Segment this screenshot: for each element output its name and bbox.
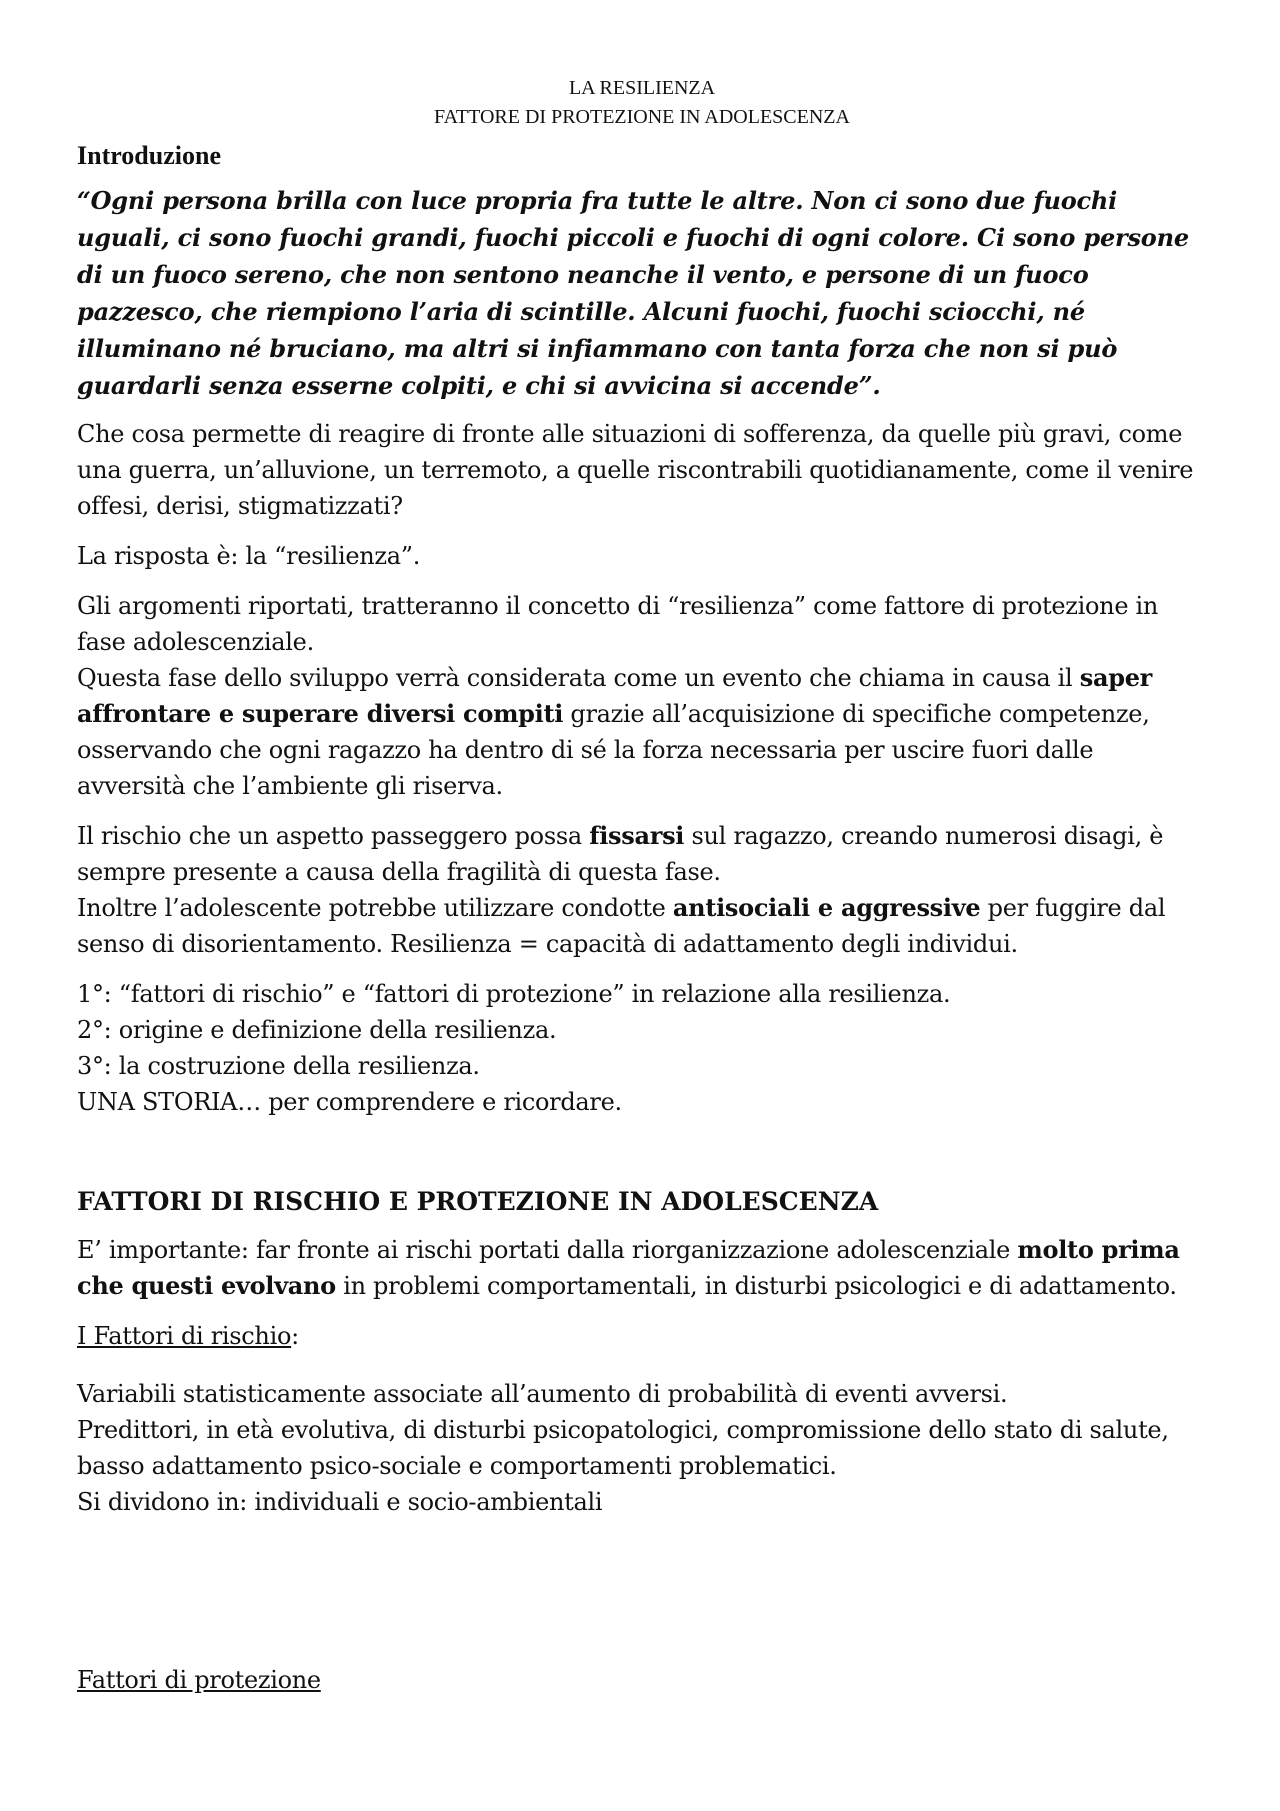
- important-text-bold: molto prima che questi evolvano: [77, 1235, 1180, 1300]
- section-heading: FATTORI DI RISCHIO E PROTEZIONE IN ADOLESCENZA: [77, 1187, 879, 1216]
- protection-factors-heading: [77, 1662, 1207, 1698]
- risk-line: Variabili statisticamente associate all’aumento di probabilità di eventi avversi.: [77, 1380, 1008, 1408]
- phase-paragraph: [77, 660, 1207, 804]
- list-item: 2°: origine e definizione della resilienza.: [77, 1016, 557, 1044]
- intro-question: Che cosa permette di reagire di fronte alle situazioni di sofferenza, da quelle più gravi, come una guerra, un’alluvione, un terremoto, a quelle riscontrabili quotidianamente, come il venire offesi, derisi, stigmatizzati?: [77, 420, 1194, 520]
- intro-heading: Introduzione: [77, 141, 221, 170]
- document-title: LA RESILIENZA: [568, 77, 716, 99]
- phase-text-a: Questa fase dello sviluppo verrà considerata come un evento che chiama in causa il: [77, 664, 1080, 692]
- document-subtitle: FATTORE DI PROTEZIONE IN ADOLESCENZA: [434, 106, 850, 128]
- risk-line: Si dividono in: individuali e socio-ambientali: [77, 1488, 603, 1516]
- risk-factors-colon: :: [291, 1322, 299, 1350]
- document-header: [77, 74, 1207, 132]
- conduct-text-b: per fuggire dal senso di disorientamento. Resilienza = capacità di adattamento degli individui.: [77, 894, 1166, 958]
- risk-paragraph: [77, 818, 1207, 890]
- list-item: 3°: la costruzione della resilienza.: [77, 1052, 480, 1080]
- arguments-paragraph: Gli argomenti riportati, tratteranno il concetto di “resilienza” come fattore di protezione in fase adolescenziale.: [77, 592, 1159, 656]
- important-text-a: E’ importante: far fronte ai rischi portati dalla riorganizzazione adolescenziale: [77, 1236, 1018, 1264]
- outline-list: [77, 976, 1207, 1120]
- phase-text-b: grazie all’acquisizione di specifiche competenze, osservando che ogni ragazzo ha dentro di sé la forza necessaria per uscire fuori dalle avversità che l’ambiente gli riserva.: [77, 700, 1150, 800]
- intro-risk: [77, 818, 1207, 962]
- important-paragraph: [77, 1232, 1207, 1304]
- risk-text-bold: fissarsi: [589, 821, 685, 850]
- intro-arguments: [77, 588, 1207, 804]
- conduct-text-bold: antisociali e aggressive: [672, 893, 981, 922]
- risk-text-b: sul ragazzo, creando numerosi disagi, è sempre presente a causa della fragilità di questa fase.: [77, 822, 1164, 886]
- list-item: UNA STORIA… per comprendere e ricordare.: [77, 1088, 622, 1116]
- document-page: [77, 0, 1207, 1698]
- risk-line: Predittori, in età evolutiva, di disturbi psicopatologici, compromissione dello stato di salute, basso adattamento psico-sociale e comportamenti problematici.: [77, 1416, 1169, 1480]
- protection-factors-title: Fattori di protezione: [77, 1666, 321, 1694]
- phase-text-bold: saper affrontare e superare diversi compiti: [77, 663, 1153, 728]
- risk-factors-title: I Fattori di rischio: [77, 1322, 292, 1350]
- important-text-b: in problemi comportamentali, in disturbi psicologici e di adattamento.: [335, 1272, 1177, 1300]
- conduct-text-a: Inoltre l’adolescente potrebbe utilizzare condotte: [77, 894, 673, 922]
- risk-text-a: Il rischio che un aspetto passeggero possa: [77, 822, 590, 850]
- intro-answer: La risposta è: la “resilienza”.: [77, 542, 421, 570]
- risk-factors-heading: [77, 1318, 1207, 1354]
- risk-factors-body: [77, 1376, 1207, 1520]
- list-item: 1°: “fattori di rischio” e “fattori di protezione” in relazione alla resilienza.: [77, 980, 951, 1008]
- intro-quote: “Ogni persona brilla con luce propria fra tutte le altre. Non ci sono due fuochi uguali, ci sono fuochi grandi, fuochi piccoli e fuochi di ogni colore. Ci sono persone di un fuoco sereno, che non sentono neanche il vento, e persone di un fuoco pazzesco, che riempiono l’aria di scintille. Alcuni fuochi, fuochi sciocchi, né illuminano né bruciano, ma altri si infiammano con tanta forza che non si può guardarli senza esserne colpiti, e chi si avvicina si accende”.: [77, 186, 1189, 400]
- conduct-paragraph: [77, 890, 1207, 962]
